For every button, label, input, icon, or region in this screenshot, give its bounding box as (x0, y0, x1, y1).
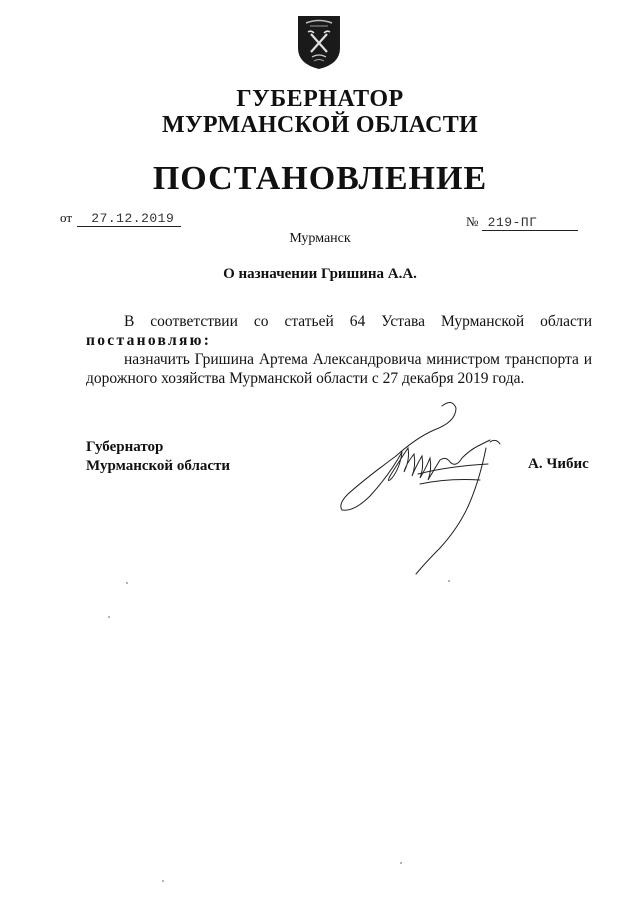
number-prefix: № (466, 214, 479, 229)
body-paragraph-1: В соответствии со статьей 64 Устава Мурманской области (124, 313, 592, 330)
document-type-title: ПОСТАНОВЛЕНИЕ (152, 160, 488, 197)
signatory-name: А. Чибис (528, 456, 589, 472)
date-prefix: от (60, 210, 73, 225)
scan-speck (400, 862, 402, 864)
document-body (86, 312, 592, 388)
murmansk-coat-of-arms-icon (296, 14, 342, 70)
header-line-1: ГУБЕРНАТОР (236, 86, 404, 112)
decree-word: постановляю: (86, 332, 212, 349)
scan-speck (108, 616, 110, 618)
scan-speck (126, 582, 128, 584)
city-name: Мурманск (289, 231, 351, 246)
signatory-title (86, 438, 230, 476)
handwritten-signature (330, 398, 516, 576)
signatory-title-line-1: Губернатор (86, 439, 164, 455)
scan-speck (162, 880, 164, 882)
body-paragraph-2: назначить Гришина Артема Александровича министром транспорта и дорожного хозяйства Мурманской области с 27 декабря 2019 года. (86, 351, 592, 387)
date-row (60, 210, 181, 227)
header-line-2: МУРМАНСКОЙ ОБЛАСТИ (162, 112, 478, 138)
number-row (466, 214, 578, 231)
document-number: 219-ПГ (482, 215, 578, 231)
document-subject: О назначении Гришина А.А. (223, 266, 417, 282)
scan-speck (448, 580, 450, 582)
signatory-title-line-2: Мурманской области (86, 458, 231, 474)
document-date: 27.12.2019 (77, 211, 181, 227)
